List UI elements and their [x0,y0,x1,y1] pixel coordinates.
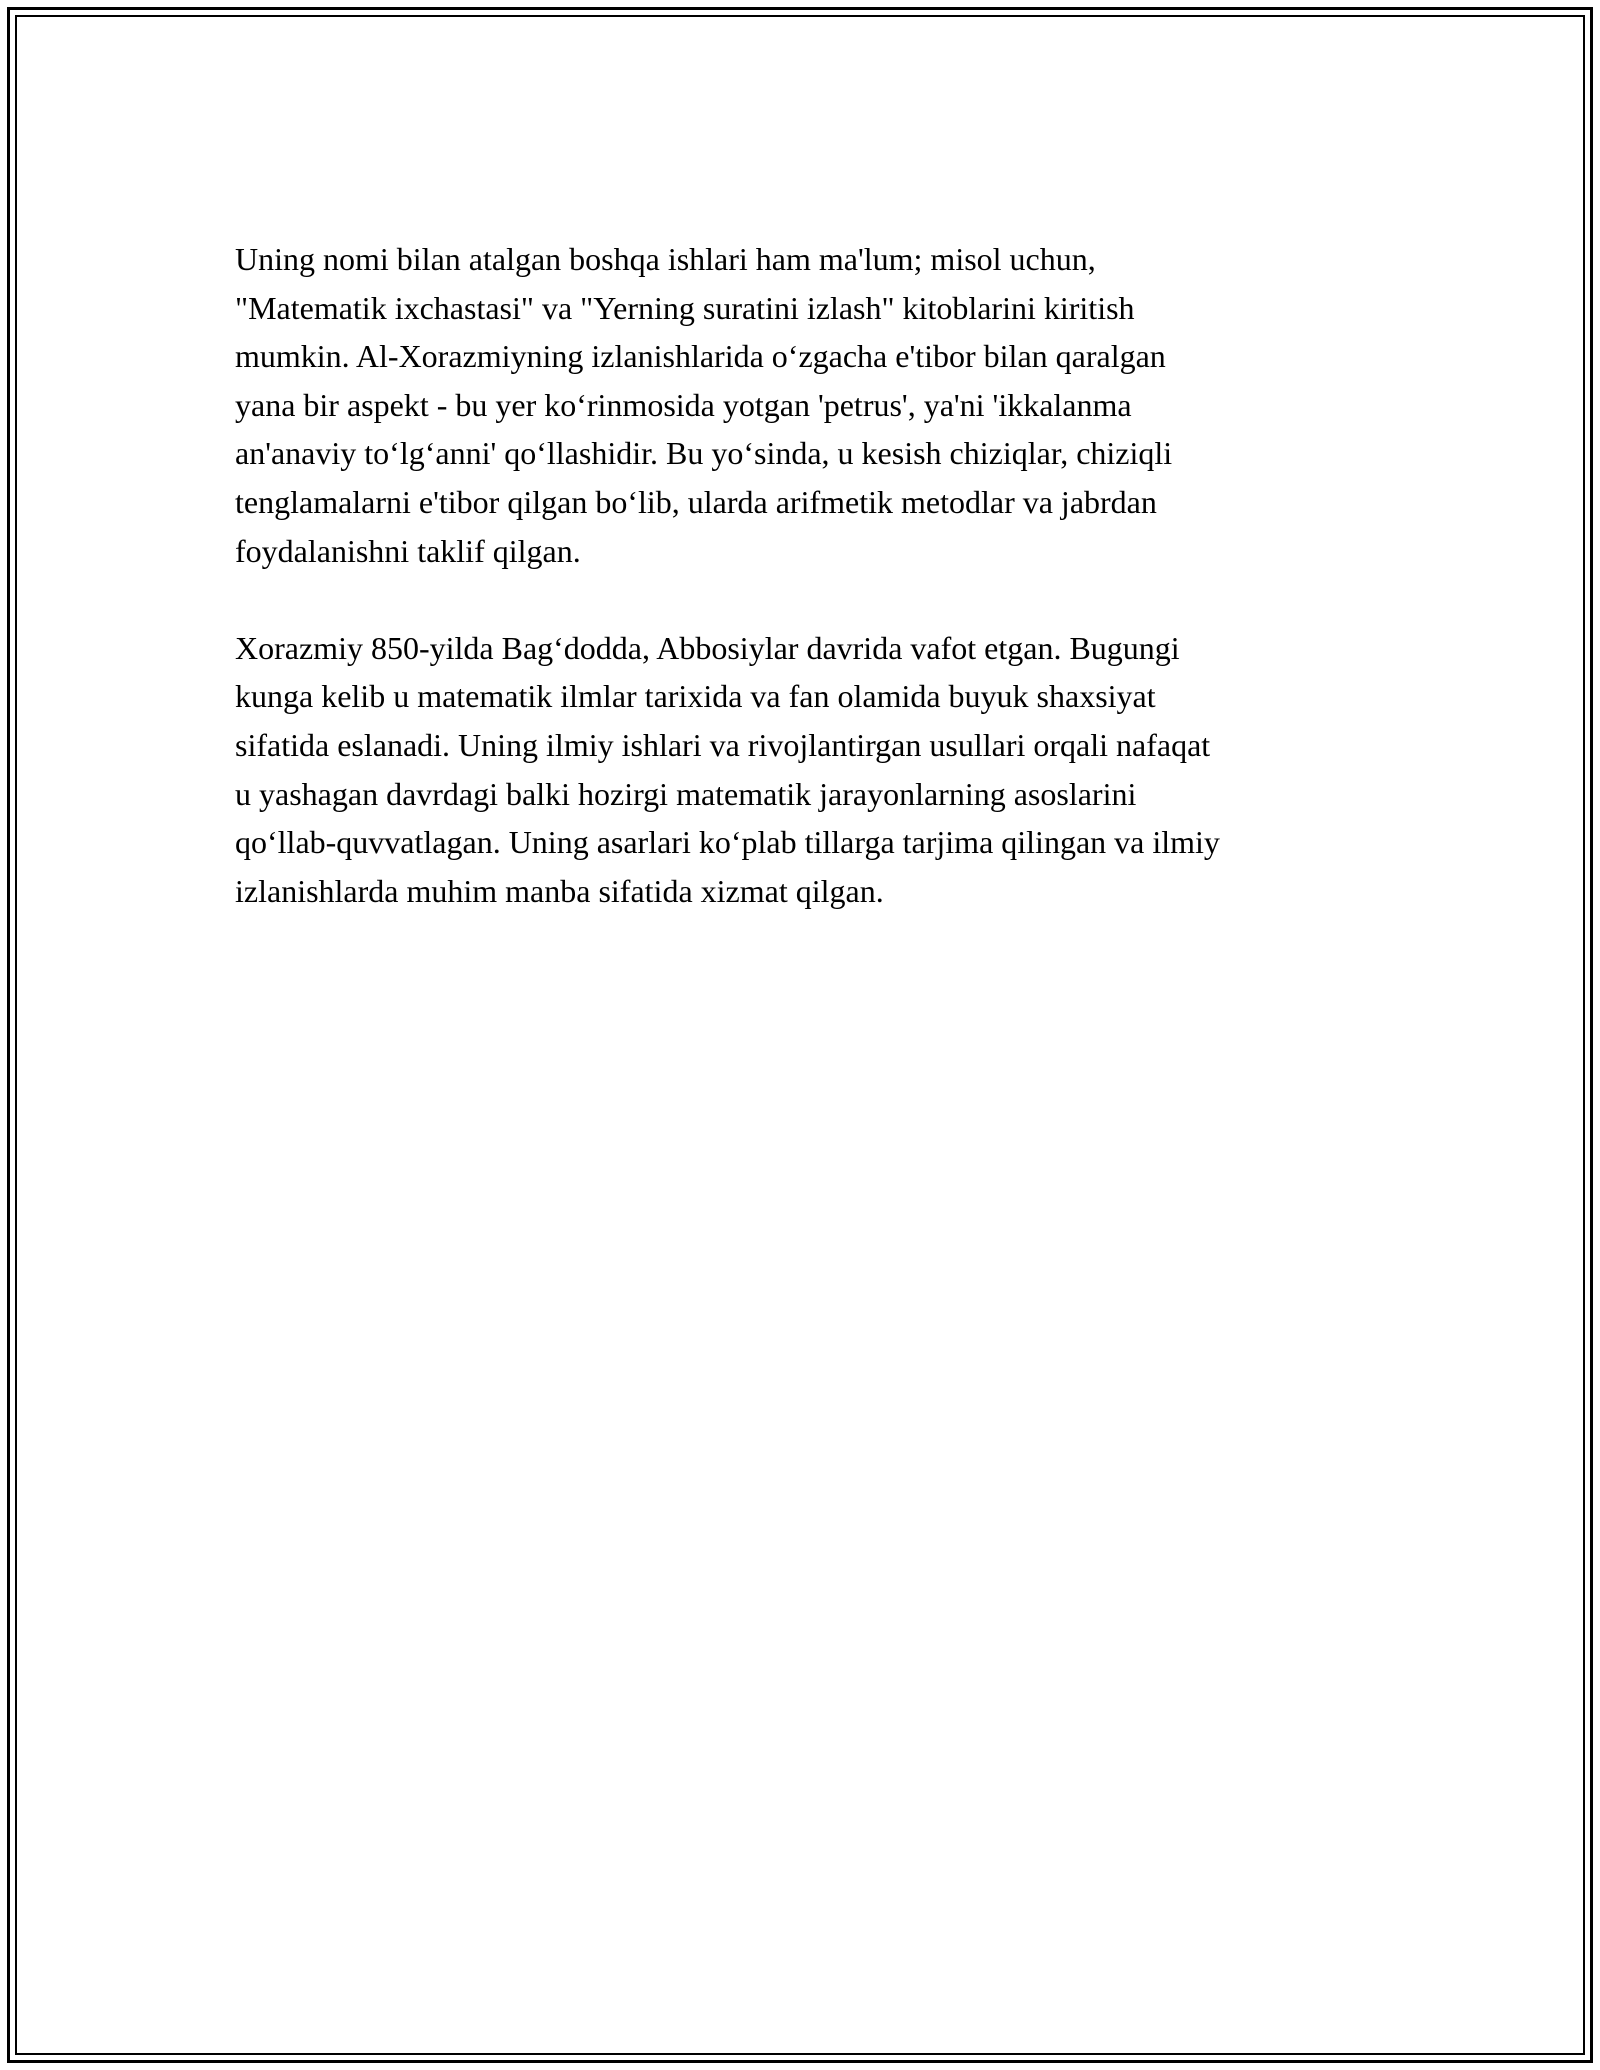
document-body [235,235,1370,964]
paragraph-line: u yashagan davrdagi balki hozirgi matematik jarayonlarning asoslarini [235,775,1137,812]
paragraph-line: tenglamalarni e'tibor qilgan bo‘lib, ularda arifmetik metodlar va jabrdan [235,483,1157,520]
paragraph-line: yana bir aspekt - bu yer ko‘rinmosida yotgan 'petrus', ya'ni 'ikkalanma [235,386,1132,423]
paragraph-2 [235,624,1370,916]
paragraph-line: mumkin. Al-Xorazmiyning izlanishlarida o‘zgacha e'tibor bilan qaralgan [235,338,1166,375]
paragraph-line: "Matematik ixchastasi" va "Yerning suratini izlash" kitoblarini kiritish [235,289,1135,326]
paragraph-line: kunga kelib u matematik ilmlar tarixida va fan olamida buyuk shaxsiyat [235,678,1156,715]
paragraph-line: qo‘llab-quvvatlagan. Uning asarlari ko‘plab tillarga tarjima qilingan va ilmiy [235,824,1220,861]
paragraph-1 [235,235,1370,575]
paragraph-line: Xorazmiy 850-yilda Bag‘dodda, Abbosiylar davrida vafot etgan. Bugungi [235,629,1180,666]
paragraph-line: an'anaviy to‘lg‘anni' qo‘llashidir. Bu yo‘sinda, u kesish chiziqlar, chiziqli [235,435,1173,472]
paragraph-line: foydalanishni taklif qilgan. [235,532,581,569]
paragraph-line: Uning nomi bilan atalgan boshqa ishlari ham ma'lum; misol uchun, [235,241,1096,277]
paragraph-line: izlanishlarda muhim manba sifatida xizmat qilgan. [235,872,884,909]
paragraph-line: sifatida eslanadi. Uning ilmiy ishlari va rivojlantirgan usullari orqali nafaqat [235,726,1211,763]
